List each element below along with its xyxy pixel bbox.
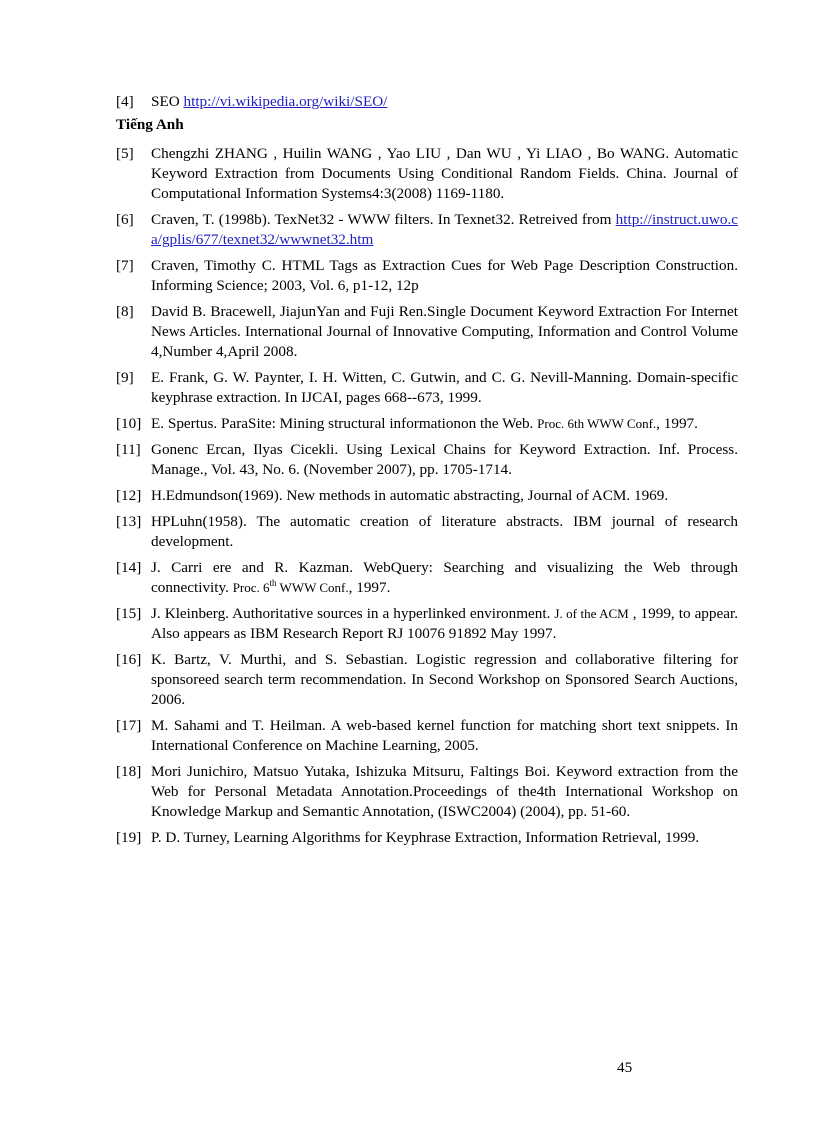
reference-text: SEO http://vi.wikipedia.org/wiki/SEO/ xyxy=(151,93,388,110)
reference-item xyxy=(116,716,738,756)
reference-text: M. Sahami and T. Heilman. A web-based kernel function for matching short text snippets. In International Conference on Machine Learning, 2005. xyxy=(151,717,738,754)
reference-number: [6] xyxy=(116,211,134,228)
reference-text: K. Bartz, V. Murthi, and S. Sebastian. Logistic regression and collaborative filtering for sponsoreed search term recommendation. In Second Workshop on Sponsored Search Auctions, 2006. xyxy=(151,651,738,708)
reference-text: Chengzhi ZHANG , Huilin WANG , Yao LIU , Dan WU , Yi LIAO , Bo WANG. Automatic Keyword Extraction from Documents Using Conditional Random Fields. China. Journal of Computational Information Systems4:3(2008) 1169-1180. xyxy=(151,145,738,202)
reference-text: David B. Bracewell, JiajunYan and Fuji Ren.Single Document Keyword Extraction For Internet News Articles. International Journal of Innovative Computing, Information and Control Volume 4,Number 4,April 2008. xyxy=(151,303,738,360)
reference-item xyxy=(116,368,738,408)
reference-text: Gonenc Ercan, Ilyas Cicekli. Using Lexical Chains for Keyword Extraction. Inf. Process. Manage., Vol. 43, No. 6. (November 2007), pp. 1705-1714. xyxy=(151,441,738,478)
reference-link[interactable]: http://instruct.uwo.ca/gplis/677/texnet32/wwwnet32.htm xyxy=(151,211,738,248)
reference-item xyxy=(116,414,738,434)
reference-number: [9] xyxy=(116,369,134,386)
reference-text: HPLuhn(1958). The automatic creation of literature abstracts. IBM journal of research development. xyxy=(151,513,738,550)
reference-item xyxy=(116,92,738,112)
reference-item xyxy=(116,210,738,250)
reference-list xyxy=(116,92,738,854)
superscript: th xyxy=(269,577,277,588)
reference-text: J. Carri ere and R. Kazman. WebQuery: Searching and visualizing the Web through connectivity. Proc. 6th WWW Conf., 1997. xyxy=(151,559,738,596)
reference-number: [19] xyxy=(116,829,142,846)
reference-link[interactable]: http://vi.wikipedia.org/wiki/SEO/ xyxy=(183,93,388,110)
reference-number: [16] xyxy=(116,651,142,668)
reference-text: E. Spertus. ParaSite: Mining structural informationon the Web. Proc. 6th WWW Conf., 1997. xyxy=(151,415,698,432)
reference-number: [8] xyxy=(116,303,134,320)
reference-text: E. Frank, G. W. Paynter, I. H. Witten, C. Gutwin, and C. G. Nevill-Manning. Domain-specific keyphrase extraction. In IJCAI, pages 668--673, 1999. xyxy=(151,369,738,406)
reference-item xyxy=(116,440,738,480)
section-heading-english: Tiếng Anh xyxy=(116,116,184,133)
reference-number: [15] xyxy=(116,605,142,622)
reference-item xyxy=(116,604,738,644)
reference-number: [4] xyxy=(116,93,134,110)
reference-item xyxy=(116,256,738,296)
reference-number: [7] xyxy=(116,257,134,274)
reference-number: [13] xyxy=(116,513,142,530)
reference-item xyxy=(116,144,738,204)
reference-item xyxy=(116,486,738,506)
reference-item xyxy=(116,650,738,710)
reference-item xyxy=(116,828,738,848)
page-number: 45 xyxy=(617,1059,633,1076)
reference-item xyxy=(116,302,738,362)
reference-number: [5] xyxy=(116,145,134,162)
journal-name: J. of the ACM xyxy=(554,606,629,621)
proceedings-name: Proc. 6th WWW Conf. xyxy=(537,416,657,431)
proceedings-name: WWW Conf. xyxy=(276,580,349,595)
proceedings-name: Proc. 6 xyxy=(232,580,270,595)
reference-number: [11] xyxy=(116,441,141,458)
reference-number: [12] xyxy=(116,487,142,504)
reference-text: J. Kleinberg. Authoritative sources in a hyperlinked environment. J. of the ACM , 1999, to appear. Also appears as IBM Research Report RJ 10076 91892 May 1997. xyxy=(151,605,738,642)
reference-item xyxy=(116,762,738,822)
reference-number: [18] xyxy=(116,763,142,780)
reference-text: H.Edmundson(1969). New methods in automatic abstracting, Journal of ACM. 1969. xyxy=(151,487,669,504)
reference-item xyxy=(116,558,738,598)
reference-item xyxy=(116,512,738,552)
reference-number: [17] xyxy=(116,717,142,734)
reference-number: [10] xyxy=(116,415,142,432)
reference-text: Craven, T. (1998b). TexNet32 - WWW filters. In Texnet32. Retreived from http://instruct.uwo.ca/gplis/677/texnet32/wwwnet32.htm xyxy=(151,211,738,248)
reference-text: Mori Junichiro, Matsuo Yutaka, Ishizuka Mitsuru, Faltings Boi. Keyword extraction from the Web for Personal Metadata Annotation.Proceedings of the4th International Workshop on Knowledge Markup and Semantic Annotation, (ISWC2004) (2004), pp. 51-60. xyxy=(151,763,738,820)
reference-number: [14] xyxy=(116,559,142,576)
reference-text: Craven, Timothy C. HTML Tags as Extraction Cues for Web Page Description Construction. Informing Science; 2003, Vol. 6, p1-12, 12p xyxy=(151,257,738,294)
reference-text: P. D. Turney, Learning Algorithms for Keyphrase Extraction, Information Retrieval, 1999. xyxy=(151,829,700,846)
